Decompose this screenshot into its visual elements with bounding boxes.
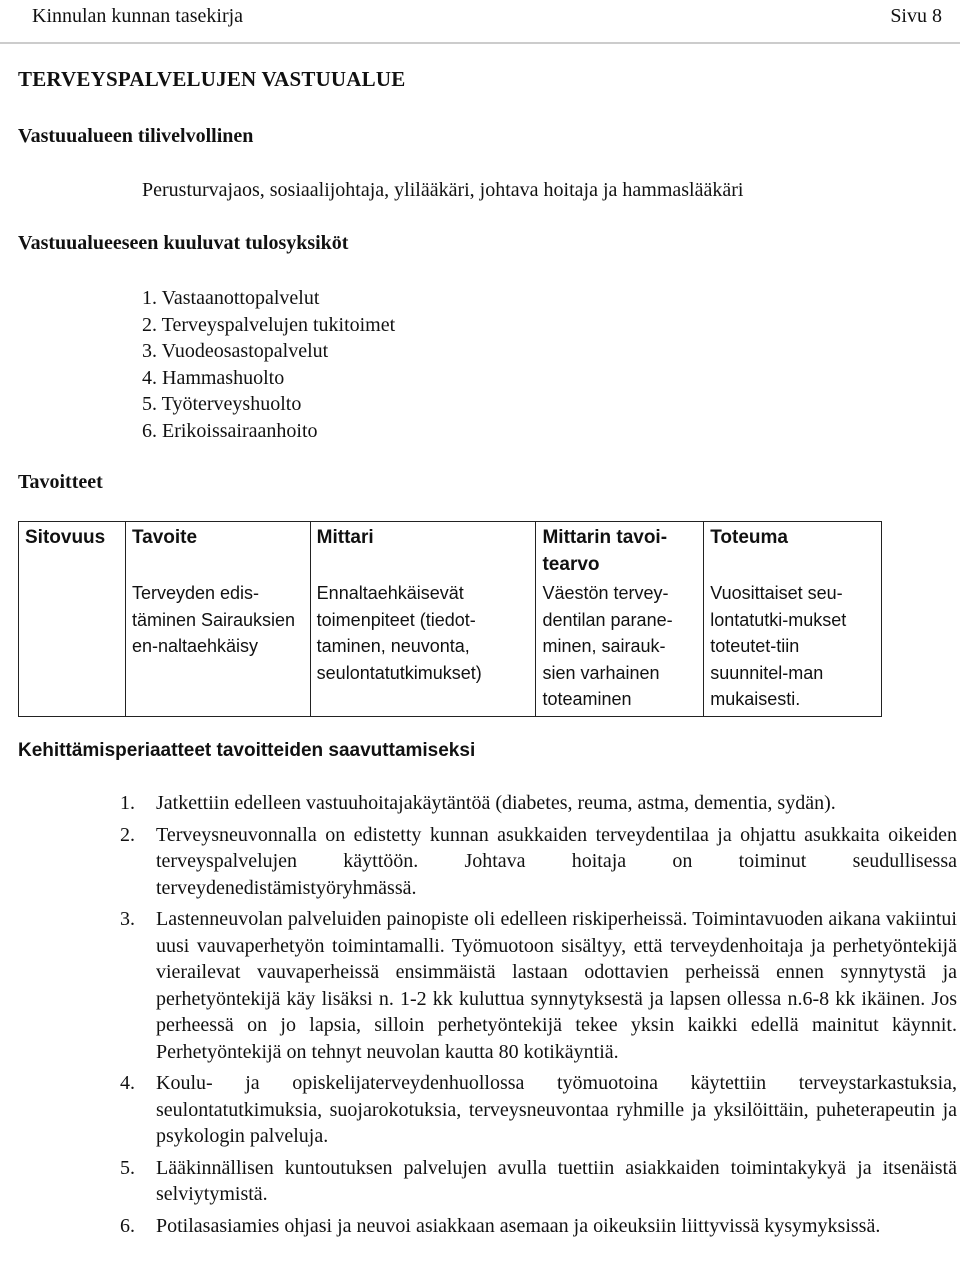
list-item — [120, 1155, 957, 1208]
item-text: Lastenneuvolan palveluiden painopiste oli edelleen riskiperheissä. Toimintavuoden aikana vakiintui uusi vauvaperhetyön toimintamalli. Työmuotoon sisältyy, että terveydenhoitaja ja perhetyöntekijä vierailevat vauvaperheissä ensimmäistä lastaan odottavien perheissä ennen synnytystä ja perhetyöntekijä käy lisäksi n. 1-2 kk kuluttua synnytyksestä ja lapsen ollessa n.6-8 kk ikäinen. Jos perheessä on jo lapsia, silloin perhetyöntekijä tekee yksin kaikki edellä mainitut käynnit. Perhetyöntekijä on tehnyt neuvolan kautta 80 kotikäyntiä. — [156, 908, 957, 1063]
responsible-heading: Vastuualueen tilivelvollinen — [18, 125, 254, 147]
list-item — [120, 1070, 957, 1150]
units-list — [142, 285, 395, 445]
principles-heading: Kehittämisperiaatteet tavoitteiden saavuttamiseksi — [18, 740, 476, 761]
item-text: Jatkettiin edelleen vastuuhoitajakäytäntöä (diabetes, reuma, astma, dementia, sydän). — [156, 792, 836, 814]
list-item: 5. Työterveyshuolto — [142, 393, 302, 416]
page-number: Sivu 8 — [890, 5, 942, 27]
goals-table — [18, 521, 882, 717]
list-item: 6. Erikoissairaanhoito — [142, 419, 318, 442]
list-item — [120, 906, 957, 1065]
header-divider — [0, 42, 960, 44]
list-item: 4. Hammashuolto — [142, 366, 285, 389]
section-title: TERVEYSPALVELUJEN VASTUUALUE — [18, 67, 406, 91]
goals-heading: Tavoitteet — [18, 471, 103, 493]
list-item — [120, 790, 957, 817]
cell-toteuma: Vuosittaiset seu-lontatutki-mukset toteutet-tiin suunnitel-man mukaisesti. — [704, 580, 882, 716]
item-text: Terveysneuvonnalla on edistetty kunnan asukkaiden terveydentilaa ja ohjattu asukkaita oikeiden terveyspalvelujen käyttöön. Johtava hoitaja on toiminut seudullisessa terveydenedistämistyöryhmässä. — [156, 823, 957, 899]
list-item — [120, 1213, 957, 1240]
item-number: 1. — [120, 792, 135, 814]
page-header — [32, 3, 942, 27]
column-header-mittari: Mittari — [310, 522, 536, 581]
list-item: 3. Vuodeosastopalvelut — [142, 340, 329, 363]
cell-tavoitearvo: Väestön tervey-dentilan parane-minen, sairauk-sien varhainen toteaminen — [536, 580, 704, 716]
column-header-tavoitearvo: Mittarin tavoi-tearvo — [536, 522, 704, 581]
item-number: 2. — [120, 823, 135, 846]
column-header-tavoite: Tavoite — [125, 522, 310, 581]
responsible-value: Perusturvajaos, sosiaalijohtaja, ylilääkäri, johtava hoitaja ja hammaslääkäri — [142, 179, 744, 201]
item-text: Lääkinnällisen kuntoutuksen palvelujen avulla tuettiin asiakkaiden toimintakykyä ja itsenäistä selviytymistä. — [156, 1156, 957, 1205]
column-header-toteuma: Toteuma — [704, 522, 882, 581]
principles-list — [120, 790, 957, 1244]
list-item: 2. Terveyspalvelujen tukitoimet — [142, 313, 396, 336]
item-number: 5. — [120, 1156, 135, 1179]
list-item: 1. Vastaanottopalvelut — [142, 287, 320, 309]
cell-mittari: Ennaltaehkäisevät toimenpiteet (tiedot-taminen, neuvonta, seulontatutkimukset) — [310, 580, 536, 716]
item-text: Koulu- ja opiskelijaterveydenhuollossa työmuotoina käytettiin terveystarkastuksia, seulontatutkimuksia, suojarokotuksia, terveysneuvontaa ryhmille ja yksilöittäin, puheterapeutin ja psykologin palveluja. — [156, 1072, 957, 1147]
item-number: 3. — [120, 908, 135, 930]
cell-tavoite: Terveyden edis-täminen Sairauksien en-naltaehkäisy — [125, 580, 310, 716]
document-title: Kinnulan kunnan tasekirja — [32, 5, 244, 27]
list-item — [120, 822, 957, 902]
item-number: 4. — [120, 1072, 135, 1094]
item-number: 6. — [120, 1214, 135, 1237]
column-header-sitovuus: Sitovuus — [19, 522, 126, 581]
item-text: Potilasasiamies ohjasi ja neuvoi asiakkaan asemaan ja oikeuksiin liittyvissä kysymyksissä. — [156, 1214, 881, 1237]
units-heading: Vastuualueeseen kuuluvat tulosyksiköt — [18, 232, 349, 254]
cell-sitovuus — [19, 580, 126, 716]
table-row — [19, 580, 882, 716]
table-header-row — [19, 522, 882, 581]
